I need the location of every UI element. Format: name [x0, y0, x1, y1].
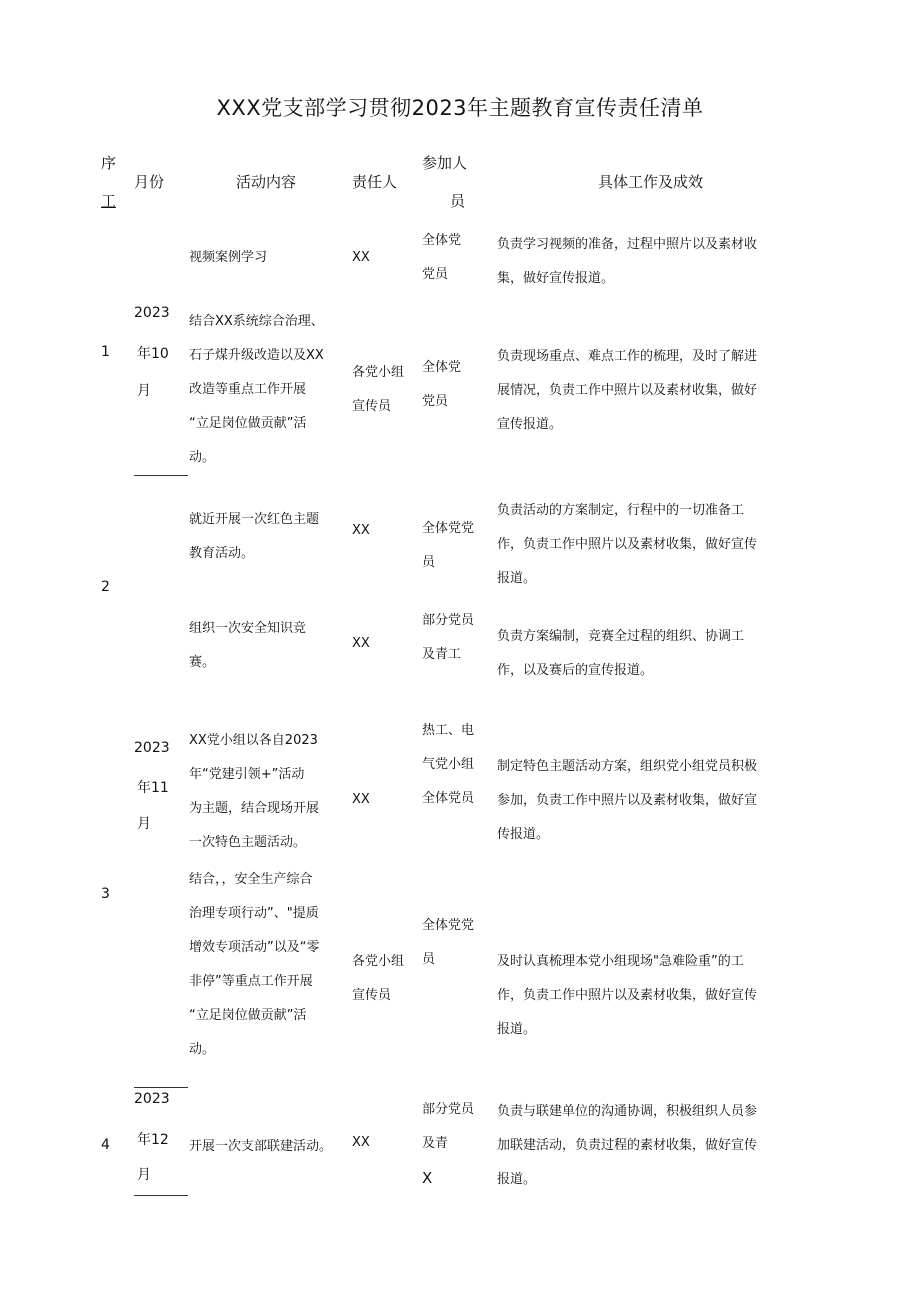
owner-line: 宣传员: [352, 988, 392, 1003]
seq-number: 3: [101, 886, 110, 902]
header-seq-2: 工: [101, 192, 117, 210]
participants-line: 全体党: [422, 233, 462, 248]
details-line: 作，以及赛后的宣传报道。: [497, 663, 654, 678]
activity-line: 增效专项活动”以及“零: [189, 940, 320, 955]
details-line: 制定特色主题活动方案，组织党小组党员积极: [497, 759, 758, 774]
activity-line: “立足岗位做贡献”活: [189, 1008, 307, 1023]
header-seq: 序: [101, 154, 117, 172]
activity-line: 组织一次安全知识竞: [189, 621, 307, 636]
activity-cell: [189, 863, 319, 1067]
details-line: 宣传报道。: [497, 417, 563, 432]
header-participants: 参加人: [422, 154, 468, 172]
month-number: 年11: [137, 780, 169, 796]
month-unit: 月: [137, 1167, 151, 1183]
participants-line: 热工、电: [422, 723, 475, 738]
owner-line: XX: [352, 250, 370, 265]
details-line: 加联建活动，负责过程的素材收集，做好宣传: [497, 1138, 758, 1153]
header-details: 具体工作及成效: [598, 173, 704, 191]
participants-line: 党员: [422, 267, 449, 282]
activity-line: 动。: [189, 1042, 216, 1057]
details-line: 报道。: [497, 1172, 537, 1187]
activity-line: 一次特色主题活动。: [189, 835, 307, 850]
activity-line: 就近开展一次红色主题: [189, 512, 320, 527]
owner-cell: [352, 356, 404, 424]
activity-cell: [189, 1130, 332, 1164]
activity-line: 结合XX系统综合治理、: [189, 314, 324, 329]
owner-line: XX: [352, 792, 370, 807]
details-cell: [497, 945, 757, 1047]
details-line: 负责现场重点、难点工作的梳理，及时了解进: [497, 349, 758, 364]
owner-cell: [352, 627, 370, 661]
details-cell: [497, 620, 744, 688]
participants-line: 部分党员: [422, 1102, 475, 1117]
header-participants-2: 员: [450, 192, 466, 210]
details-line: 负责学习视频的准备，过程中照片以及素材收: [497, 237, 758, 252]
participants-line: 全体党员: [422, 791, 475, 806]
activity-cell: [189, 503, 319, 571]
details-line: 及时认真梳理本党小组现场"急难险重”的工: [497, 954, 744, 969]
participants-line: 员: [422, 555, 436, 570]
details-line: 作，负责工作中照片以及素材收集，做好宣传: [497, 537, 758, 552]
month-number: 年12: [137, 1132, 169, 1148]
activity-line: 开展一次支部联建活动。: [189, 1139, 333, 1154]
owner-line: 各党小组: [352, 954, 405, 969]
seq-number: 1: [101, 344, 110, 360]
activity-line: 动。: [189, 450, 216, 465]
details-line: 展情况，负责工作中照片以及素材收集，做好: [497, 383, 758, 398]
details-line: 负责方案编制，竞赛全过程的组织、协调工: [497, 629, 745, 644]
table-rule: [134, 1195, 188, 1196]
participants-cell: [422, 909, 474, 977]
participants-line: 全体党党: [422, 918, 475, 933]
owner-cell: [352, 945, 404, 1013]
participants-line: 员: [422, 952, 436, 967]
activity-line: 非停”等重点工作开展: [189, 974, 313, 989]
owner-line: XX: [352, 636, 370, 651]
owner-cell: [352, 1126, 370, 1160]
month-year: 2023: [134, 740, 170, 756]
activity-cell: [189, 724, 319, 860]
activity-line: 视频案例学习: [189, 250, 268, 265]
participants-cell: [422, 224, 461, 292]
activity-line: 教育活动。: [189, 546, 255, 561]
header-activity: 活动内容: [236, 173, 297, 191]
activity-line: 结合，，安全生产综合: [189, 872, 313, 887]
seq-number: 2: [101, 579, 110, 595]
participants-cell: [422, 604, 474, 672]
page-title: XXX党支部学习贯彻2023年主题教育宣传责任清单: [216, 96, 704, 120]
details-line: 报道。: [497, 1022, 537, 1037]
activity-line: 赛。: [189, 655, 216, 670]
owner-line: XX: [352, 523, 370, 538]
header-owner: 责任人: [352, 173, 398, 191]
month-number: 年10: [137, 346, 169, 362]
participants-line: 气党小组: [422, 757, 475, 772]
participants-line: 全体党党: [422, 521, 475, 536]
activity-line: “立足岗位做贡献”活: [189, 416, 307, 431]
activity-line: 石子煤升级改造以及XX: [189, 348, 324, 363]
participants-line: 及青: [422, 1136, 449, 1151]
seq-number: 4: [101, 1137, 110, 1153]
owner-line: XX: [352, 1135, 370, 1150]
activity-cell: [189, 305, 324, 475]
header-month: 月份: [134, 173, 165, 191]
month-unit: 月: [137, 383, 151, 399]
details-line: 传报道。: [497, 827, 550, 842]
activity-line: 改造等重点工作开展: [189, 382, 307, 397]
activity-line: 为主题，结合现场开展: [189, 801, 320, 816]
owner-cell: [352, 514, 370, 548]
details-line: 参加，负责工作中照片以及素材收集，做好宣: [497, 793, 758, 808]
details-line: 报道。: [497, 571, 537, 586]
details-cell: [497, 1095, 757, 1197]
owner-line: 各党小组: [352, 365, 405, 380]
details-cell: [497, 750, 757, 852]
details-line: 负责与联建单位的沟通协调，积极组织人员参: [497, 1104, 758, 1119]
activity-line: 年“党建引领+”活动: [189, 767, 305, 782]
owner-cell: [352, 783, 370, 817]
activity-cell: [189, 241, 267, 275]
details-cell: [497, 340, 757, 442]
table-rule: [134, 475, 188, 476]
owner-cell: [352, 241, 370, 275]
details-cell: [497, 228, 757, 296]
details-line: 作，负责工作中照片以及素材收集，做好宣传: [497, 988, 758, 1003]
details-cell: [497, 494, 757, 596]
participants-cell: [422, 351, 461, 419]
participants-cell: [422, 714, 474, 816]
participants-cell: [422, 1093, 474, 1195]
details-line: 负责活动的方案制定，行程中的一切准备工: [497, 503, 745, 518]
participants-line: 全体党: [422, 360, 462, 375]
owner-line: 宣传员: [352, 399, 392, 414]
participants-line: 党员: [422, 394, 449, 409]
month-unit: 月: [137, 816, 151, 832]
activity-line: XX党小组以各自2023: [189, 733, 318, 748]
activity-cell: [189, 612, 306, 680]
participants-line: X: [422, 1169, 433, 1187]
participants-line: 部分党员: [422, 613, 475, 628]
month-year: 2023: [134, 1091, 170, 1107]
month-year: 2023: [134, 305, 170, 321]
details-line: 集，做好宣传报道。: [497, 271, 615, 286]
participants-cell: [422, 512, 474, 580]
participants-line: 及青工: [422, 647, 462, 662]
table-rule: [134, 1087, 188, 1088]
activity-line: 治理专项行动”、"提质: [189, 906, 319, 921]
